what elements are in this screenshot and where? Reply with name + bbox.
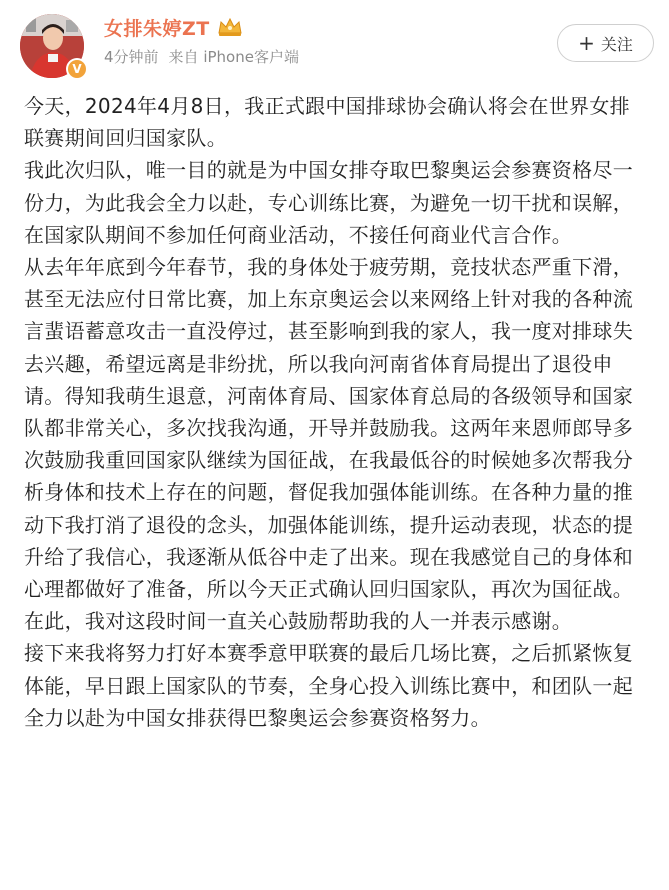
name-row bbox=[104, 12, 244, 42]
follow-button[interactable] bbox=[557, 24, 654, 62]
crown-icon bbox=[216, 16, 244, 38]
post-paragraph: 接下来我将努力打好本赛季意甲联赛的最后几场比赛，之后抓紧恢复体能，早日跟上国家队的节奏，全身心投入训练比赛中，和团队一起全力以赴为中国女排获得巴黎奥运会参赛资格努力。 bbox=[24, 641, 633, 730]
follow-label: 关注 bbox=[600, 34, 633, 54]
post-paragraph: 我此次归队，唯一目的就是为中国女排夺取巴黎奥运会参赛资格尽一份力，为此我会全力以赴，专心训练比赛，为避免一切干扰和误解，在国家队期间不参加任何商业活动，不接任何商业代言合作。 bbox=[24, 158, 633, 247]
plus-icon: + bbox=[578, 31, 595, 55]
username[interactable]: 女排朱婷ZT bbox=[104, 17, 210, 40]
verified-badge-icon: V bbox=[68, 60, 86, 78]
post-meta bbox=[104, 46, 299, 67]
post-header bbox=[0, 0, 669, 92]
post-content bbox=[24, 90, 650, 734]
post-paragraph: 今天，2024年4月8日，我正式跟中国排球协会确认将会在世界女排联赛期间回归国家队。 bbox=[24, 94, 630, 151]
post-source: 来自 iPhone客户端 bbox=[168, 48, 299, 66]
verified-badge bbox=[66, 58, 88, 80]
post-paragraph: 从去年年底到今年春节，我的身体处于疲劳期，竞技状态严重下滑，甚至无法应付日常比赛，加上东京奥运会以来网络上针对我的各种流言蜚语蓄意攻击一直没停过，甚至影响到我的家人，我一度对排球失去兴趣，希望远离是非纷扰，所以我向河南省体育局提出了退役申请。得知我萌生退意，河南体育局、国家体育总局的各级领导和国家队都非常关心，多次找我沟通，开导并鼓励我。这两年来恩师郎导多次鼓励我重回国家队继续为国征战，在我最低谷的时候她多次帮我分析身体和技术上存在的问题，督促我加强体能训练。在各种力量的推动下我打消了退役的念头，加强体能训练，提升运动表现，状态的提升给了我信心，我逐渐从低谷中走了出来。现在我感觉自己的身体和心理都做好了准备，所以今天正式确认回归国家队，再次为国征战。在此，我对这段时间一直关心鼓励帮助我的人一并表示感谢。 bbox=[24, 255, 633, 634]
post-time: 4分钟前 bbox=[104, 48, 159, 66]
